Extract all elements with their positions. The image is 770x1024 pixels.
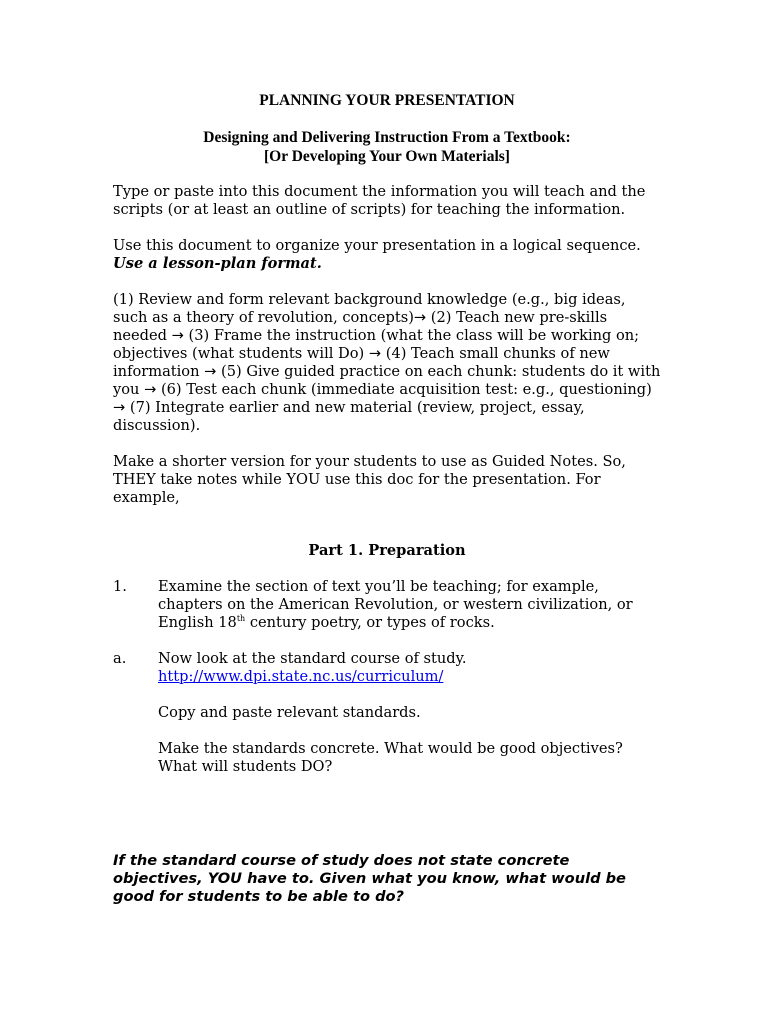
item-text-part: Examine the section of text you’ll be teaching; for example, chapters on the American Revolution, or western civilization, or English 18 xyxy=(158,578,633,631)
item-text-part: Now look at the standard course of study. xyxy=(158,650,467,667)
list-item xyxy=(113,650,661,776)
step-6: (6) Test each chunk (immediate acquisition test: e.g., questioning) xyxy=(156,381,652,398)
arrow-right-icon: → xyxy=(368,345,382,362)
item-number: a. xyxy=(113,650,127,667)
concrete-standards-text: Make the standards concrete. What would be good objectives? What will students DO? xyxy=(158,740,623,775)
subtitle-line-2: [Or Developing Your Own Materials] xyxy=(264,148,510,165)
copy-standards-text: Copy and paste relevant standards. xyxy=(158,704,421,721)
intro-paragraph: Type or paste into this document the information you will teach and the scripts (or at least an outline of scripts) for teaching the information. xyxy=(113,183,646,218)
item-text xyxy=(158,578,661,632)
arrow-right-icon: → xyxy=(171,327,184,344)
organize-text: Use this document to organize your presentation in a logical sequence. xyxy=(113,237,641,254)
step-3: (3) Frame the instruction (what the class will be working on; objectives (what students will Do) xyxy=(113,327,640,362)
arrow-right-icon: → xyxy=(144,381,157,398)
subtitle-line-1: Designing and Delivering Instruction From a Textbook: xyxy=(203,129,571,146)
arrow-right-icon: → xyxy=(113,399,126,416)
guided-notes-paragraph: Make a shorter version for your students to use as Guided Notes. So, THEY take notes while YOU use this doc for the presentation. For example, xyxy=(113,453,626,506)
step-1: (1) Review and form relevant background knowledge (e.g., big ideas, such as a theory of revolution, concepts) xyxy=(113,291,626,326)
step-2: (2) Teach new pre-skills needed xyxy=(113,309,608,344)
step-7: (7) Integrate earlier and new material (review, project, essay, discussion). xyxy=(113,399,585,434)
document-body xyxy=(113,92,661,794)
item-body xyxy=(158,650,661,776)
part-heading: Part 1. Preparation xyxy=(308,542,466,559)
arrow-right-icon: → xyxy=(413,309,427,326)
lesson-plan-emphasis: Use a lesson-plan format. xyxy=(113,255,322,272)
list-item xyxy=(113,578,661,632)
step-5: (5) Give guided practice on each chunk: students do it with you xyxy=(113,363,661,398)
organize-paragraph xyxy=(113,237,661,273)
standard-course-text xyxy=(158,650,661,686)
arrow-right-icon: → xyxy=(204,363,217,380)
document-title: PLANNING YOUR PRESENTATION xyxy=(259,92,515,109)
document-subtitle xyxy=(113,128,661,166)
curriculum-link[interactable]: http://www.dpi.state.nc.us/curriculum/ xyxy=(158,668,444,685)
steps-paragraph xyxy=(113,291,661,435)
item-number: 1. xyxy=(113,578,127,595)
closing-question: If the standard course of study does not state concrete objectives, YOU have to. Given what you know, what would be good for students to be able to do? xyxy=(113,852,626,905)
item-text-part: century poetry, or types of rocks. xyxy=(245,614,495,631)
superscript-th: th xyxy=(236,614,246,623)
step-4: (4) Teach small chunks of new information xyxy=(113,345,610,380)
